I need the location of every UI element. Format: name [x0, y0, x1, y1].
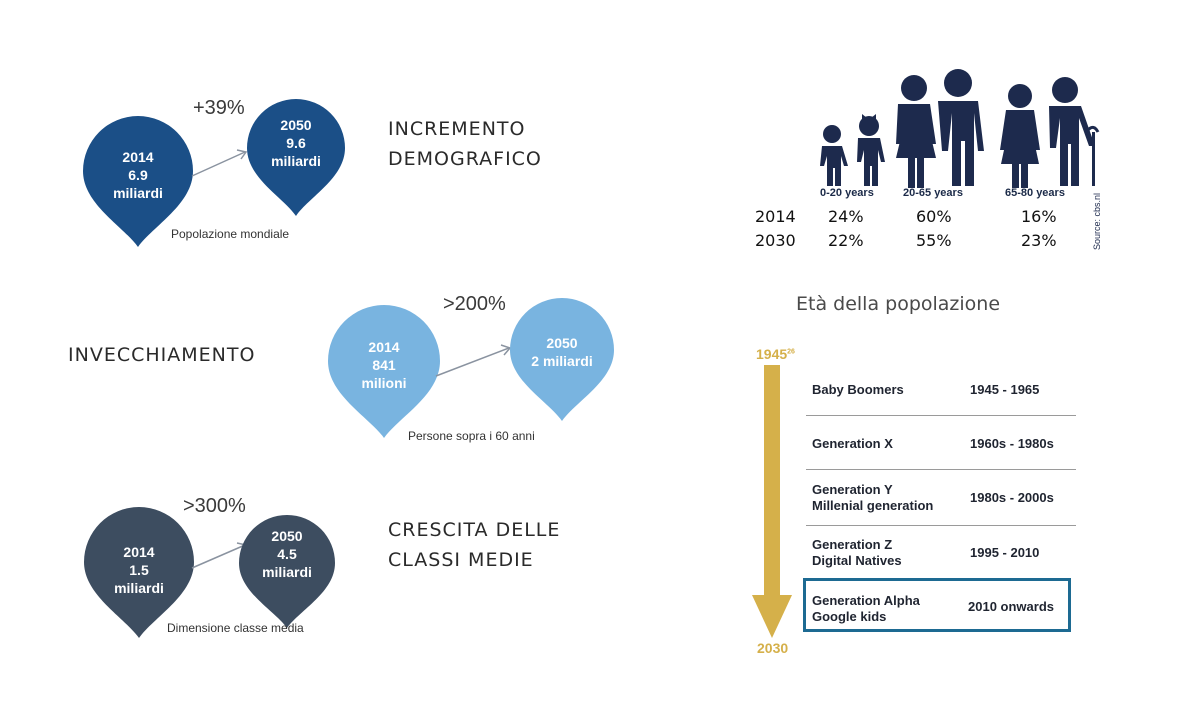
divider	[806, 469, 1076, 470]
end-year: 2030	[757, 640, 789, 656]
heading	[388, 114, 542, 174]
generation-subname: Google kids	[812, 609, 887, 624]
generation-years: 1945 - 1965	[970, 382, 1040, 397]
heading	[388, 515, 560, 575]
pin-unit: miliardi	[262, 564, 312, 580]
pin-value: 2 miliardi	[531, 353, 593, 369]
divider	[806, 415, 1076, 416]
pin-value: 6.9	[128, 167, 148, 183]
pin-year: 2014	[122, 149, 154, 165]
row-value: 24%	[828, 207, 864, 226]
generation-row	[806, 480, 1076, 516]
generation-subname: Millenial generation	[812, 498, 934, 513]
percent-label: >300%	[183, 495, 246, 517]
pin-year: 2014	[368, 339, 400, 355]
generation-name: Baby Boomers	[812, 382, 904, 397]
heading-line: CLASSI MEDIE	[388, 549, 534, 571]
row-year: 2014	[755, 207, 796, 226]
generation-row	[806, 380, 1076, 400]
percent-label: +39%	[193, 97, 245, 119]
row-value: 16%	[1021, 207, 1057, 226]
start-year: 1945$^{26}$	[756, 346, 795, 362]
pin-value: 9.6	[286, 135, 306, 151]
caption: Popolazione mondiale	[171, 227, 290, 241]
pin-year: 2050	[271, 528, 303, 544]
heading: INVECCHIAMENTO	[68, 344, 256, 366]
pin-year: 2014	[123, 544, 155, 560]
row-value: 60%	[916, 207, 952, 226]
generation-years: 1995 - 2010	[970, 545, 1040, 560]
age-group-label: 65-80 years	[1005, 187, 1065, 199]
generation-subname: Digital Natives	[812, 553, 902, 568]
arrow-icon	[434, 340, 514, 380]
generation-name: Generation Z	[812, 537, 893, 552]
age-group-label: 0-20 years	[820, 187, 874, 199]
divider	[806, 525, 1076, 526]
pin-2014	[328, 305, 440, 439]
row-year: 2030	[755, 231, 796, 250]
pin-value: 4.5	[277, 546, 297, 562]
caption: Dimensione classe media	[167, 621, 304, 635]
pin-unit: miliardi	[113, 185, 163, 201]
pin-unit: miliardi	[114, 580, 164, 596]
heading-line: CRESCITA DELLE	[388, 519, 561, 541]
pin-2050	[247, 99, 345, 217]
generation-row	[806, 535, 1076, 571]
heading-line: INCREMENTO	[388, 118, 526, 140]
arrow-icon	[190, 145, 250, 180]
row-value: 23%	[1021, 231, 1057, 250]
pin-value: 1.5	[129, 562, 149, 578]
pin-2050	[239, 515, 335, 629]
pin-year: 2050	[280, 117, 312, 133]
pin-unit: miliardi	[271, 153, 321, 169]
age-group-label: 20-65 years	[903, 187, 963, 199]
age-caption: Età della popolazione	[796, 293, 1001, 315]
pin-value: 841	[372, 357, 396, 373]
generation-row-highlighted	[806, 591, 1076, 627]
pin-year: 2050	[546, 335, 578, 351]
generation-row	[806, 434, 1076, 454]
pin-2050	[510, 298, 614, 422]
percent-label: >200%	[443, 293, 506, 315]
caption: Persone sopra i 60 anni	[408, 429, 535, 443]
pin-2014	[84, 507, 194, 639]
generation-years: 2010 onwards	[968, 599, 1054, 614]
heading-line: DEMOGRAFICO	[388, 148, 542, 170]
timeline-arrow-icon	[752, 365, 792, 640]
source-label: Source: cbs.nl	[1092, 192, 1102, 250]
generation-years: 1980s - 2000s	[970, 490, 1054, 505]
row-value: 55%	[916, 231, 952, 250]
family-silhouette-icon	[812, 68, 1107, 188]
generation-name: Generation Alpha	[812, 593, 920, 608]
generation-years: 1960s - 1980s	[970, 436, 1054, 451]
pin-unit: milioni	[361, 375, 407, 391]
generation-name: Generation Y	[812, 482, 893, 497]
row-value: 22%	[828, 231, 864, 250]
generation-name: Generation X	[812, 436, 893, 451]
